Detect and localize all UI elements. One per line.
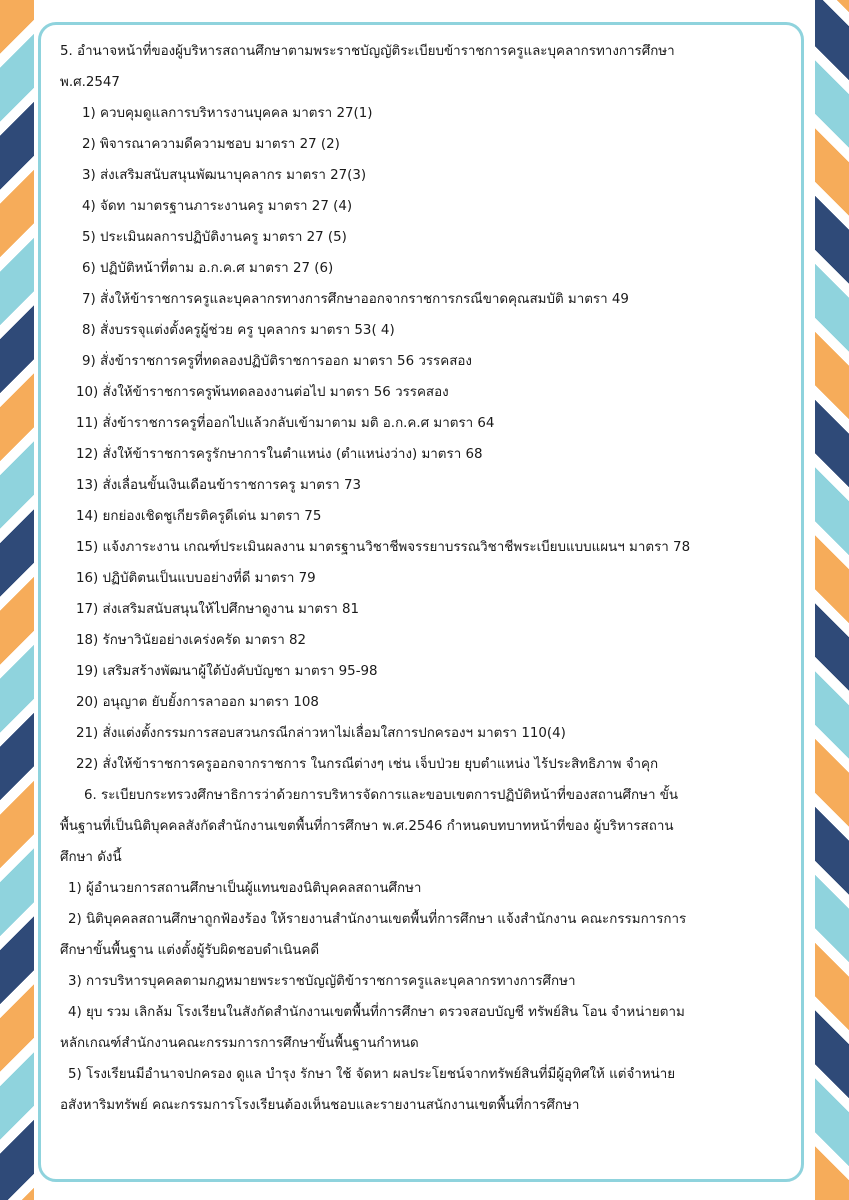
section5-item: 7) สั่งให้ข้าราชการครูและบุคลากรทางการศึกษาออกจากราชการกรณีขาดคุณสมบัติ มาตรา 49 xyxy=(82,292,629,307)
section6-point-cont: หลักเกณฑ์สำนักงานคณะกรรมการการศึกษาขั้นพื้นฐานกำหนด xyxy=(60,1036,419,1051)
section5-item: 22) สั่งให้ข้าราชการครูออกจากราชการ ในกรณีต่างๆ เช่น เจ็บป่วย ยุบตำแหน่ง ไร้ประสิทธิภาพ จำคุก xyxy=(76,757,659,772)
section5-item: 17) ส่งเสริมสนับสนุนให้ไปศึกษาดูงาน มาตรา 81 xyxy=(76,602,360,617)
section5-item: 19) เสริมสร้างพัฒนาผู้ใต้บังคับบัญชา มาตรา 95-98 xyxy=(76,664,378,679)
right-decorative-border xyxy=(815,0,849,1200)
section6-point: 1) ผู้อำนวยการสถานศึกษาเป็นผู้แทนของนิติบุคคลสถานศึกษา xyxy=(68,881,422,896)
section5-item: 6) ปฏิบัติหน้าที่ตาม อ.ก.ค.ศ มาตรา 27 (6) xyxy=(82,261,334,276)
section6-heading: 6. ระเบียบกระทรวงศึกษาธิการว่าด้วยการบริหารจัดการและขอบเขตการปฏิบัติหน้าที่ของสถานศึกษา ขั้น xyxy=(84,788,679,803)
section6-heading-cont: พื้นฐานที่เป็นนิติบุคคลสังกัดสำนักงานเขตพื้นที่การศึกษา พ.ศ.2546 กำหนดบทบาทหน้าที่ของ ผู้บริหารสถาน xyxy=(60,819,674,834)
section5-heading: 5. อำนาจหน้าที่ของผู้บริหารสถานศึกษาตามพระราชบัญญัติระเบียบข้าราชการครูและบุคลากรทางการศึกษา xyxy=(60,44,675,59)
section5-item: 13) สั่งเลื่อนขั้นเงินเดือนข้าราชการครู มาตรา 73 xyxy=(76,478,362,493)
section5-item: 21) สั่งแต่งตั้งกรรมการสอบสวนกรณีกล่าวหาไม่เลื่อมใสการปกครองฯ มาตรา 110(4) xyxy=(76,726,566,741)
section6-point-cont: อสังหาริมทรัพย์ คณะกรรมการโรงเรียนต้องเห็นชอบและรายงานสนักงานเขตพื้นที่การศึกษา xyxy=(60,1098,580,1113)
section5-item: 14) ยกย่องเชิดชูเกียรติครูดีเด่น มาตรา 75 xyxy=(76,509,322,524)
section5-item: 5) ประเมินผลการปฏิบัติงานครู มาตรา 27 (5) xyxy=(82,230,347,245)
section6-heading-cont: ศึกษา ดังนี้ xyxy=(60,850,122,865)
section6-point-cont: ศึกษาขั้นพื้นฐาน แต่งตั้งผู้รับผิดชอบดำเนินคดี xyxy=(60,943,320,958)
section5-item: 3) ส่งเสริมสนับสนุนพัฒนาบุคลากร มาตรา 27(3) xyxy=(82,168,367,183)
section5-item: 16) ปฏิบัติตนเป็นแบบอย่างที่ดี มาตรา 79 xyxy=(76,571,316,586)
section5-item: 9) สั่งข้าราชการครูที่ทดลองปฏิบัติราชการออก มาตรา 56 วรรคสอง xyxy=(82,354,472,369)
section5-item: 4) จัดท ามาตรฐานภาระงานครู มาตรา 27 (4) xyxy=(82,199,353,214)
document-body xyxy=(60,36,800,1121)
section6-point: 3) การบริหารบุคคลตามกฎหมายพระราชบัญญัติข้าราชการครูและบุคลากรทางการศึกษา xyxy=(68,974,576,989)
section5-item: 2) พิจารณาความดีความชอบ มาตรา 27 (2) xyxy=(82,137,340,152)
section5-item: 8) สั่งบรรจุแต่งตั้งครูผู้ช่วย ครู บุคลากร มาตรา 53( 4) xyxy=(82,323,395,338)
section5-item: 10) สั่งให้ข้าราชการครูพ้นทดลองงานต่อไป มาตรา 56 วรรคสอง xyxy=(76,385,449,400)
section6-point: 5) โรงเรียนมีอำนาจปกครอง ดูแล บำรุง รักษา ใช้ จัดหา ผลประโยชน์จากทรัพย์สินที่มีผู้อุทิศให้ แต่จำหน่าย xyxy=(68,1067,676,1082)
section5-heading-cont: พ.ศ.2547 xyxy=(60,75,120,90)
section5-item: 20) อนุญาต ยับยั้งการลาออก มาตรา 108 xyxy=(76,695,319,710)
left-decorative-border xyxy=(0,0,34,1200)
section5-item: 18) รักษาวินัยอย่างเคร่งครัด มาตรา 82 xyxy=(76,633,307,648)
section5-item: 1) ควบคุมดูแลการบริหารงานบุคคล มาตรา 27(1) xyxy=(82,106,373,121)
section6-point: 4) ยุบ รวม เลิกล้ม โรงเรียนในสังกัดสำนักงานเขตพื้นที่การศึกษา ตรวจสอบบัญชี ทรัพย์สิน โอน จำหน่ายตาม xyxy=(68,1005,685,1020)
section6-point: 2) นิติบุคคลสถานศึกษาถูกฟ้องร้อง ให้รายงานสำนักงานเขตพื้นที่การศึกษา แจ้งสำนักงาน คณะกรรมการการ xyxy=(68,912,687,927)
section5-item: 15) แจ้งภาระงาน เกณฑ์ประเมินผลงาน มาตรฐานวิชาชีพจรรยาบรรณวิชาชีพระเบียบแบบแผนฯ มาตรา 78 xyxy=(76,540,691,555)
section5-item: 12) สั่งให้ข้าราชการครูรักษาการในตำแหน่ง (ตำแหน่งว่าง) มาตรา 68 xyxy=(76,447,483,462)
section5-item: 11) สั่งข้าราชการครูที่ออกไปแล้วกลับเข้ามาตาม มติ อ.ก.ค.ศ มาตรา 64 xyxy=(76,416,495,431)
